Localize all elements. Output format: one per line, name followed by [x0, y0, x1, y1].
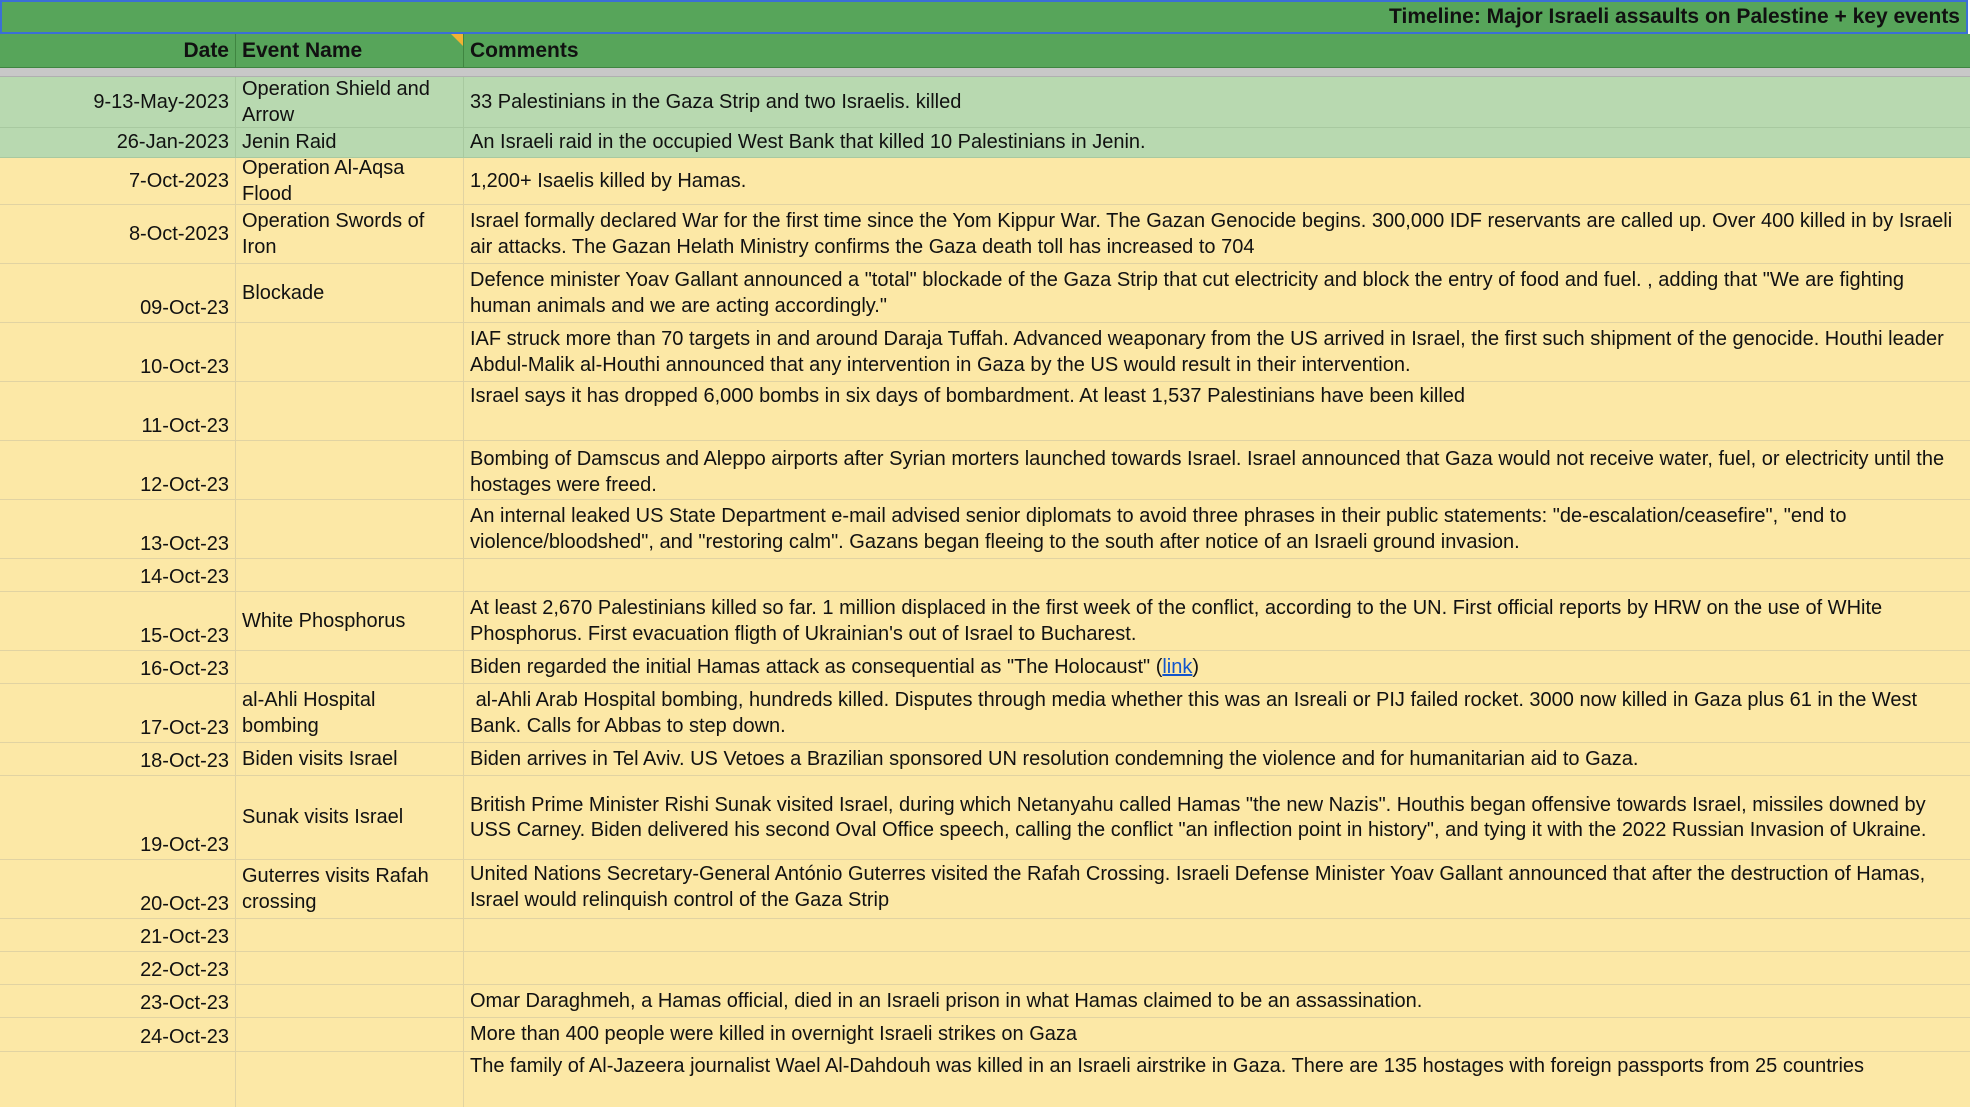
date-cell[interactable]: 8-Oct-2023 — [0, 205, 236, 263]
event-cell[interactable]: Guterres visits Rafah crossing — [236, 860, 464, 918]
date-cell[interactable]: 26-Jan-2023 — [0, 128, 236, 157]
table-row — [0, 205, 1970, 264]
table-row — [0, 860, 1970, 919]
comment-cell[interactable]: Omar Daraghmeh, a Hamas official, died in an Israeli prison in what Hamas claimed to be an assassination. — [470, 989, 1423, 1012]
date-cell[interactable]: 09-Oct-23 — [0, 264, 236, 322]
comment-cell[interactable] — [464, 559, 1970, 591]
comment-cell[interactable]: Defence minister Yoav Gallant announced a "total" blockade of the Gaza Strip that cut electricity and block the entry of food and fuel. , adding that "We are fighting human animals and we are acting accordingly." — [470, 269, 1905, 317]
comment-cell[interactable]: United Nations Secretary-General António Guterres visited the Rafah Crossing. Israeli Defense Minister Yoav Gallant announced that after the destruction of Hamas, Israel would relinquish control of the Gaza Strip — [470, 863, 1926, 911]
date-cell[interactable]: 24-Oct-23 — [0, 1018, 236, 1051]
table-row — [0, 1052, 1970, 1107]
date-cell[interactable]: 20-Oct-23 — [0, 860, 236, 918]
source-link[interactable]: link — [1162, 655, 1193, 678]
event-cell[interactable] — [236, 1018, 464, 1051]
event-cell[interactable]: Jenin Raid — [236, 128, 464, 157]
date-cell[interactable]: 12-Oct-23 — [0, 441, 236, 499]
table-row — [0, 128, 1970, 158]
event-cell[interactable]: Biden visits Israel — [236, 743, 464, 775]
event-cell[interactable]: Operation Al-Aqsa Flood — [236, 158, 464, 204]
event-cell[interactable] — [236, 919, 464, 951]
date-cell[interactable] — [0, 1052, 236, 1107]
table-row — [0, 264, 1970, 323]
comment-cell[interactable]: An Israeli raid in the occupied West Bank that killed 10 Palestinians in Jenin. — [470, 131, 1146, 154]
comment-text-after: ) — [1192, 655, 1200, 678]
date-cell[interactable]: 7-Oct-2023 — [0, 158, 236, 204]
date-cell[interactable]: 11-Oct-23 — [0, 382, 236, 440]
comment-cell[interactable]: The family of Al-Jazeera journalist Wael Al-Dahdouh was killed in an Israeli airstrike in Gaza. There are 135 hostages with foreign passports from 25 countries — [470, 1055, 1865, 1077]
table-body — [0, 77, 1970, 1107]
comment-cell[interactable] — [464, 919, 1970, 951]
event-cell[interactable] — [236, 985, 464, 1017]
event-cell[interactable] — [236, 559, 464, 591]
date-cell[interactable]: 14-Oct-23 — [0, 559, 236, 591]
table-row — [0, 952, 1970, 985]
comment-cell[interactable]: Israel formally declared War for the first time since the Yom Kippur War. The Gazan Genocide begins. 300,000 IDF reservants are called up. Over 400 killed in by Israeli air attacks. The Gazan Helath Ministry confirms the Gaza death toll has increased to 704 — [470, 210, 1953, 258]
event-cell[interactable] — [236, 500, 464, 558]
comment-cell[interactable]: At least 2,670 Palestinians killed so far. 1 million displaced in the first week of the conflict, according to the UN. First official reports by HRW on the use of WHite Phosphorus. First evacuation fligth of Ukrainian's out of Israel to Bucharest. — [470, 597, 1883, 645]
date-cell[interactable]: 17-Oct-23 — [0, 684, 236, 742]
date-cell[interactable]: 13-Oct-23 — [0, 500, 236, 558]
note-indicator-icon[interactable] — [451, 34, 463, 46]
table-row — [0, 919, 1970, 952]
event-cell[interactable]: Operation Shield and Arrow — [236, 77, 464, 127]
column-header-event[interactable] — [236, 34, 464, 67]
date-cell[interactable]: 10-Oct-23 — [0, 323, 236, 381]
event-cell[interactable] — [236, 323, 464, 381]
table-row — [0, 323, 1970, 382]
sheet-title: Timeline: Major Israeli assaults on Palestine + key events — [1389, 5, 1960, 28]
comment-cell[interactable]: Biden arrives in Tel Aviv. US Vetoes a Brazilian sponsored UN resolution condemning the violence and for humanitarian aid to Gaza. — [470, 747, 1639, 770]
date-cell[interactable]: 15-Oct-23 — [0, 592, 236, 650]
comment-text: Biden regarded the initial Hamas attack as consequential as "The Holocaust" ( — [470, 655, 1163, 678]
table-row — [0, 684, 1970, 743]
table-row — [0, 985, 1970, 1018]
table-row — [0, 382, 1970, 441]
table-row — [0, 559, 1970, 592]
comment-cell[interactable]: IAF struck more than 70 targets in and around Daraja Tuffah. Advanced weaponary from the US arrived in Israel, the first such shipment of the genocide. Houthi leader Abdul-Malik al-Houthi announced that any intervention in Gaza by the US would result in their intervention. — [470, 328, 1944, 376]
date-cell[interactable]: 9-13-May-2023 — [0, 77, 236, 127]
event-cell[interactable] — [236, 1052, 464, 1107]
table-row — [0, 1018, 1970, 1052]
title-row[interactable] — [0, 0, 1968, 34]
comment-cell[interactable]: More than 400 people were killed in overnight Israeli strikes on Gaza — [470, 1023, 1077, 1046]
event-cell[interactable]: Sunak visits Israel — [236, 776, 464, 859]
event-cell[interactable]: White Phosphorus — [236, 592, 464, 650]
table-row — [0, 743, 1970, 776]
date-cell[interactable]: 23-Oct-23 — [0, 985, 236, 1017]
column-header-event-label: Event Name — [242, 39, 363, 62]
table-row — [0, 158, 1970, 205]
comment-cell[interactable]: British Prime Minister Rishi Sunak visited Israel, during which Netanyahu called Hamas "the new Nazis". Houthis began offensive towards Israel, missiles downed by USS Carney. Biden delivered his second Oval Office speech, calling the conflict "an inflection point in history", and tying it with the 2022 Russian Invasion of Ukraine. — [470, 793, 1927, 841]
frozen-rows-divider[interactable] — [0, 68, 1970, 77]
date-cell[interactable]: 21-Oct-23 — [0, 919, 236, 951]
table-row — [0, 776, 1970, 860]
date-cell[interactable]: 18-Oct-23 — [0, 743, 236, 775]
comment-cell[interactable]: 33 Palestinians in the Gaza Strip and two Israelis. killed — [470, 90, 962, 113]
table-row — [0, 500, 1970, 559]
table-row — [0, 77, 1970, 128]
column-header-date[interactable]: Date — [0, 34, 236, 67]
table-row — [0, 592, 1970, 651]
event-cell[interactable]: Operation Swords of Iron — [236, 205, 464, 263]
date-cell[interactable]: 19-Oct-23 — [0, 776, 236, 859]
comment-cell[interactable] — [464, 651, 1970, 683]
event-cell[interactable] — [236, 382, 464, 440]
date-cell[interactable]: 22-Oct-23 — [0, 952, 236, 984]
date-cell[interactable]: 16-Oct-23 — [0, 651, 236, 683]
event-cell[interactable] — [236, 952, 464, 984]
table-row — [0, 651, 1970, 684]
event-cell[interactable]: Blockade — [236, 264, 464, 322]
comment-cell[interactable] — [464, 952, 1970, 984]
comment-cell[interactable]: al-Ahli Arab Hospital bombing, hundreds killed. Disputes through media whether this was an Isreali or PIJ failed rocket. 3000 now killed in Gaza plus 61 in the West Bank. Calls for Abbas to step down. — [470, 689, 1923, 737]
event-cell[interactable] — [236, 441, 464, 499]
column-header-comments[interactable]: Comments — [470, 39, 579, 62]
table-row — [0, 441, 1970, 500]
comment-cell[interactable]: 1,200+ Isaelis killed by Hamas. — [470, 169, 747, 192]
event-cell[interactable] — [236, 651, 464, 683]
event-cell[interactable]: al-Ahli Hospital bombing — [236, 684, 464, 742]
header-row — [0, 34, 1970, 68]
comment-cell[interactable]: An internal leaked US State Department e-mail advised senior diplomats to avoid three phrases in their public statements: "de-escalation/ceasefire", "end to violence/bloodshed", and "restoring calm". Gazans began fleeing to the south after notice of an Israeli ground invasion. — [470, 505, 1847, 553]
comment-cell[interactable]: Israel says it has dropped 6,000 bombs in six days of bombardment. At least 1,537 Palestinians have been killed — [470, 385, 1466, 407]
comment-cell[interactable]: Bombing of Damscus and Aleppo airports after Syrian morters launched towards Israel. Israel announced that Gaza would not receive water, fuel, or electricity until the hostages were freed. — [470, 448, 1945, 496]
